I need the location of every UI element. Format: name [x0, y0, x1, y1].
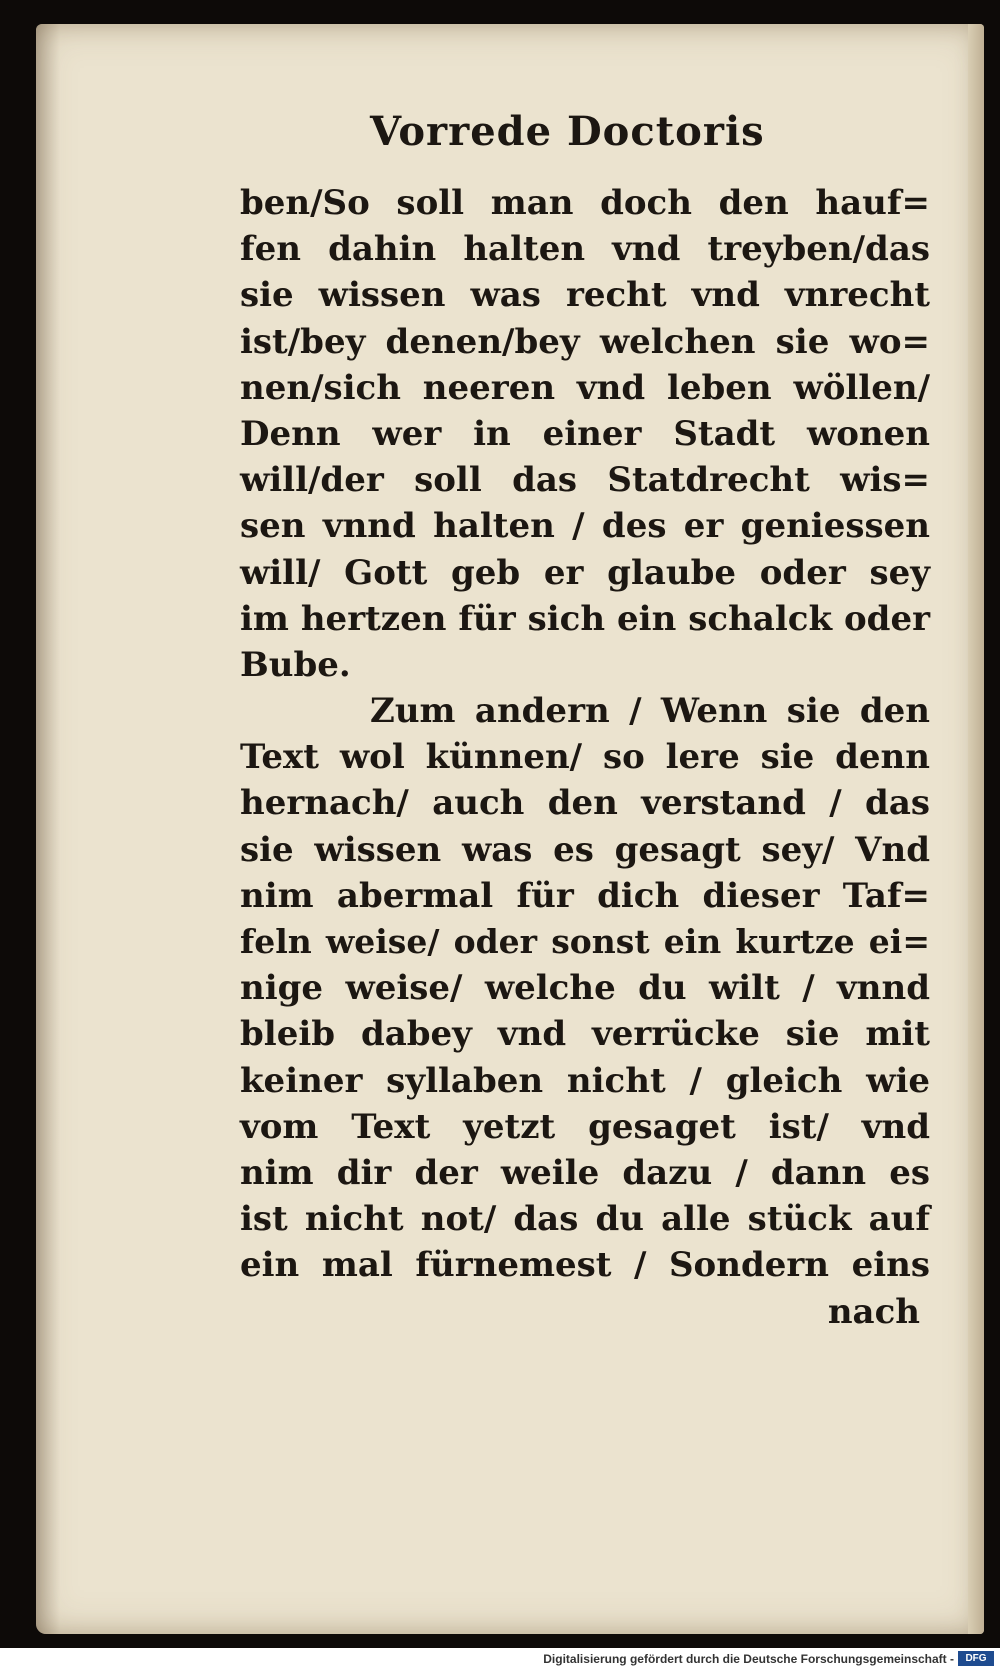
text-line: ein mal fürnemest / Sondern eins [240, 1245, 930, 1286]
text-line: ist nicht not/ das du alle stück auf [240, 1199, 930, 1240]
text-line: will/der soll das Statdrecht wis= [240, 460, 930, 501]
catchword: nach [827, 1291, 920, 1332]
page-edge [968, 24, 984, 1634]
text-line: sen vnnd halten / des er geniessen [240, 506, 930, 547]
text-line: ist/bey denen/bey welchen sie wo= [240, 321, 930, 362]
text-line: im hertzen für sich ein schalck oder [240, 598, 930, 639]
text-line: Text wol künnen/ so lere sie denn [240, 737, 930, 778]
text-line: hernach/ auch den verstand / das [240, 783, 930, 824]
text-line: will/ Gott geb er glaube oder sey [240, 552, 930, 593]
text-line: sie wissen was es gesagt sey/ Vnd [240, 829, 930, 870]
text-line: ben/So soll man doch den hauf= [240, 183, 930, 223]
paragraph-start-line: Zum andern / Wenn sie den [370, 691, 930, 732]
text-line: nen/sich neeren vnd leben wöllen/ [240, 367, 930, 408]
text-line: Denn wer in einer Stadt wonen [240, 413, 930, 454]
dfg-logo: DFG [958, 1651, 994, 1666]
text-line: Bube. [240, 644, 351, 685]
funding-credit: Digitalisierung gefördert durch die Deutsche Forschungsgemeinschaft - [543, 1652, 954, 1666]
text-block [240, 180, 930, 1335]
text-line: nige weise/ welche du wilt / vnnd [240, 968, 930, 1009]
text-line: fen dahin halten vnd treyben/das [240, 229, 930, 270]
text-line: feln weise/ oder sonst ein kurtze ei= [240, 922, 930, 961]
running-head: Vorrede Doctoris [370, 108, 765, 155]
text-line: bleib dabey vnd verrücke sie mit [240, 1014, 930, 1055]
text-line: keiner syllaben nicht / gleich wie [240, 1060, 930, 1101]
gutter-shadow [36, 24, 60, 1634]
text-line: nim dir der weile dazu / dann es [240, 1152, 930, 1193]
text-line: nim abermal für dich dieser Taf= [240, 875, 930, 916]
text-line: sie wissen was recht vnd vnrecht [240, 275, 930, 316]
text-line: vom Text yetzt gesaget ist/ vnd [240, 1106, 930, 1147]
